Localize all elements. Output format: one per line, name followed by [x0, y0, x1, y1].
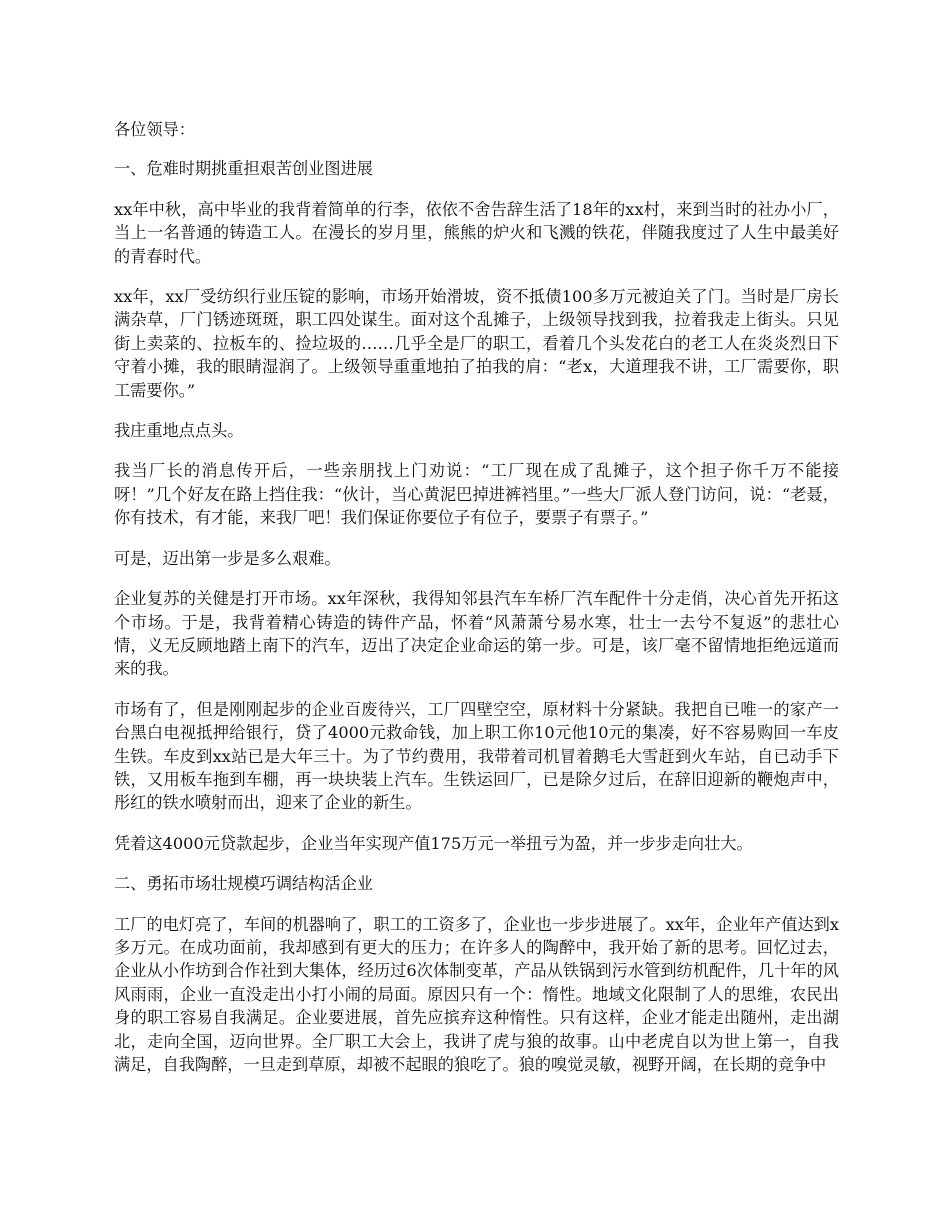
salutation: 各位领导： — [114, 120, 195, 139]
section-heading-1: 一、危难时期挑重担艰苦创业图进展 — [114, 159, 373, 179]
body-paragraph: 工厂的电灯亮了，车间的机器响了，职工的工资多了，企业也一步步进展了。xx年，企业年产值达到x多万元。在成功面前，我却感到有更大的压力；在许多人的陶醉中，我开始了新的思考。回忆过去，企业从小作坊到合作社到大集体，经历过6次体制变革，产品从铁锅到污水管到纺机配件，几十年的风风雨雨，企业一直没走出小打小闹的局面。原因只有一个：惰性。地域文化限制了人的思维，农民出身的职工容易自我满足。企业要进展，首先应摈弃这种惰性。只有这样，企业才能走出随州，走出湖北，走向全国，迈向世界。全厂职工大会上，我讲了虎与狼的故事。山中老虎自以为世上第一，自我满足，自我陶醉，一旦走到草原，却被不起眼的狼吃了。狼的嗅觉灵敏，视野开阔，在长期的竞争中 — [114, 914, 839, 1074]
document-body — [114, 118, 839, 1093]
body-paragraph: 凭着这4000元贷款起步，企业当年实现产值175万元一举扭亏为盈，并一步步走向壮大。 — [114, 833, 753, 853]
body-paragraph: 企业复苏的关健是打开市场。xx年深秋，我得知邻县汽车车桥厂汽车配件十分走俏，决心首先开拓这个市场。于是，我背着精心铸造的铸件产品，怀着“风萧萧兮易水寒，壮士一去兮不复返”的悲壮心情，义无反顾地踏上南下的汽车，迈出了决定企业命运的第一步。可是，该厂毫不留情地拒绝远道而来的我。 — [114, 589, 839, 679]
body-paragraph: 可是，迈出第一步是多么艰难。 — [114, 548, 341, 568]
section-heading-2: 二、勇拓市场壮规模巧调结构活企业 — [114, 874, 373, 894]
body-paragraph: 市场有了，但是刚刚起步的企业百废待兴，工厂四壁空空，原材料十分紧缺。我把自已唯一的家产一台黑白电视抵押给银行，贷了4000元救命钱，加上职工你10元他10元的集凑，好不容易购回一车皮生铁。车皮到xx站已是大年三十。为了节约费用，我带着司机冒着鹅毛大雪赶到火车站，自已动手下铁，又用板车拖到车棚，再一块块装上汽车。生铁运回厂，已是除夕过后，在辞旧迎新的鞭炮声中，彤红的铁水喷射而出，迎来了企业的新生。 — [114, 699, 839, 813]
body-paragraph: 我当厂长的消息传开后，一些亲朋找上门劝说：“工厂现在成了乱摊子，这个担子你千万不能接呀！”几个好友在路上挡住我：“伙计，当心黄泥巴掉进裤裆里。”一些大厂派人登门访问，说：“老聂，你有技术，有才能，来我厂吧！我们保证你要位子有位子，要票子有票子。” — [114, 461, 839, 528]
body-paragraph: xx年中秋，高中毕业的我背着简单的行李，依依不舍告辞生活了18年的xx村，来到当时的社办小厂，当上一名普通的铸造工人。在漫长的岁月里，熊熊的炉火和飞溅的铁花，伴随我度过了人生中最美好的青春时代。 — [114, 199, 839, 266]
body-paragraph: 我庄重地点点头。 — [114, 421, 244, 441]
body-paragraph: xx年，xx厂受纺织行业压锭的影响，市场开始滑坡，资不抵债100多万元被迫关了门。当时是厂房长满杂草，厂门锈迹斑斑，职工四处谋生。面对这个乱摊子，上级领导找到我，拉着我走上街头。只见街上卖菜的、拉板车的、捡垃圾的……几乎全是厂的职工，看着几个头发花白的老工人在炎炎烈日下守着小摊，我的眼睛湿润了。上级领导重重地拍了拍我的肩：“老x，大道理我不讲，工厂需要你，职工需要你。” — [114, 287, 839, 400]
